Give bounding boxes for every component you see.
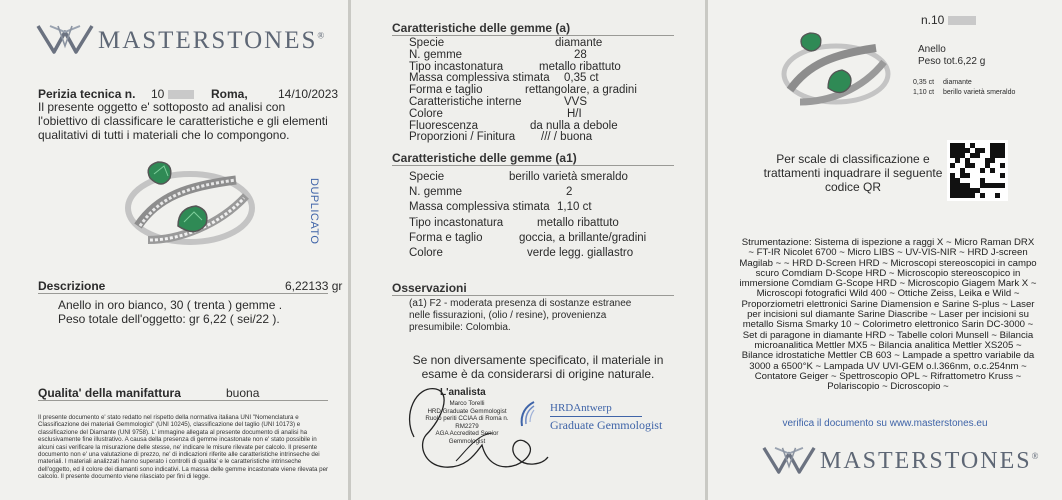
hrd-antwerp: HRDAntwerp: [550, 402, 612, 414]
gem-a1-table: [409, 170, 679, 261]
brand-name-footer: MASTERSTONES®: [820, 448, 1039, 474]
gem-a1-row: Colore verde legg. giallastro: [409, 246, 634, 259]
date: 14/10/2023: [278, 87, 339, 101]
gem-a-table: [409, 38, 679, 144]
descrizione-label: Descrizione: [38, 279, 106, 293]
gem-a1-row: Massa complessiva stimata 1,10 ct: [409, 201, 592, 214]
gem-a-row: Caratteristiche interne VVS: [409, 95, 588, 108]
analista-title: L'analista: [440, 387, 486, 398]
item-title: Anello: [918, 44, 946, 55]
verify-link[interactable]: verifica il documento su www.masterstones.eu: [782, 418, 988, 429]
origin-statement: Se non diversamente specificato, il materiale in esame è da considerarsi di origine naturale.: [412, 353, 664, 381]
gem-a-row: Tipo incastonatura metallo ribattuto: [409, 60, 621, 73]
gem-a1-row: Tipo incastonatura metallo ribattuto: [409, 216, 619, 229]
divider: [392, 295, 674, 296]
divider: [38, 400, 328, 401]
qualita-value: buona: [226, 386, 260, 400]
qr-code[interactable]: [947, 140, 1008, 201]
descrizione-weight: 6,22133 gr: [285, 279, 343, 293]
gem-a1-title: Caratteristiche delle gemme (a1): [392, 151, 577, 165]
qr-pattern: [950, 143, 1005, 198]
descrizione-line-1: Anello in oro bianco, 30 ( trenta ) gemme .: [58, 298, 283, 312]
gem-a-row: Proporzioni / Finitura /// / buona: [409, 131, 593, 144]
item-weight: Peso tot.6,22 g: [918, 56, 986, 67]
hrd-logo-icon: [516, 400, 552, 434]
qr-instructions: Per scale di classificazione e trattamenti inquadrare il seguente codice QR: [763, 152, 943, 194]
panel-right: [708, 0, 1062, 500]
descrizione-line-2: Peso totale dell'oggetto: gr 6,22 ( sei/22 ).: [58, 312, 280, 326]
ring-thumbnail-image: [776, 28, 894, 114]
intro-text: Il presente oggetto e' sottoposto ad analisi con l'obiettivo di classificare le caratteristiche e gli elementi qualitativi di tutti i materiali che lo compongono.: [38, 100, 328, 142]
gem-summary-line: 1,10 ct berillo varietà smeraldo: [913, 89, 1016, 96]
osservazioni-title: Osservazioni: [392, 281, 467, 295]
gem-a-row: Specie diamante: [409, 37, 603, 49]
redacted-number: [948, 16, 976, 25]
perizia-label: Perizia tecnica n.: [38, 87, 136, 101]
osservazioni-text: (a1) F2 - moderata presenza di sostanze estranee nelle fissurazioni, (olio / resine), provenienza presumibile: Colombia.: [409, 298, 632, 333]
gem-summary-line: 0,35 ct diamante: [913, 79, 972, 86]
city: Roma,: [211, 87, 248, 101]
perizia-number: 10: [151, 87, 194, 101]
gem-a-row: Fluorescenza da nulla a debole: [409, 119, 618, 132]
qualita-label: Qualita' della manifattura: [38, 386, 181, 400]
gem-a1-row: Forma e taglio goccia, a brillante/gradini: [409, 231, 647, 244]
masterstones-logo-icon: [36, 22, 94, 56]
panel-middle: [351, 0, 705, 500]
gem-a-row: Forma e taglio rettangolare, a gradini: [409, 84, 637, 97]
ring-image: [118, 156, 260, 256]
gem-a-row: Massa complessiva stimata 0,35 ct: [409, 72, 599, 85]
footnote: Il presente documento e' stato redatto nel rispetto della normativa italiana UNI "Nomenclatura e Classificazione dei materiali Gemmologici" (UNI 10245), classificazione del taglio (UNI 10173) e classificazione del Diamante (UNI 9758). L' immagine allegata al presente documento di analisi ha esclusivamente fine illustrativo. A causa della presenza di gemme incastonate non e' stato possibile in alcuni casi verificare la misurazione delle stesse, ne' indicare le misure rilevate per calcolo. Il presente documento non e' una valutazione di prezzo, ne' di indicazioni riferite alle caratteristiche intrinseche dei materiali. I materiali analizzati hanno superato i controlli di qualita' e le caratteristiche intrinseche dell'oggetto, ed il colore dei diamanti sono indicativi. La massa delle gemme incastonate viene rilevata per calcolo. Il presente documento viene rilasciato per fini di legge.: [38, 414, 329, 481]
brand-name: MASTERSTONES®: [98, 27, 325, 54]
hrd-graduate: Graduate Gemmologist: [550, 418, 663, 432]
gem-summary: [913, 78, 1015, 98]
gem-a1-row: Specie berillo varietà smeraldo: [409, 171, 628, 183]
gem-a1-row: N. gemme 2: [409, 186, 573, 199]
analista-credentials: Marco Torelli HRD Graduate Gemmologist Ruolo periti CCIAA di Roma n. RM2279 AGA Accredited Senior Gemmologist: [425, 400, 509, 445]
divider: [38, 293, 328, 294]
divider: [550, 416, 642, 417]
gem-a-title: Caratteristiche delle gemme (a): [392, 21, 571, 35]
qr-module: [1000, 193, 1005, 198]
divider: [392, 35, 674, 36]
gem-a-row: Colore H/I: [409, 107, 582, 120]
redacted-number: [168, 90, 194, 99]
divider: [392, 165, 674, 166]
panel-left: [0, 0, 348, 500]
certificate-number: n.10: [921, 13, 976, 27]
masterstones-logo-icon: [762, 444, 816, 476]
strumentazione-text: Strumentazione: Sistema di ispezione a raggi X ~ Micro Raman DRX ~ FT-IR Nicolet 6700 ~ Micro LIBS ~ UV-VIS-NIR ~ HRD J-screen Magilab ~ ~ HRD D-Screen HRD ~ Microscopi stereoscopici in campo scuro Comdiam D-Scope HRD ~ Microscopio stereoscopico in immersione Comdiam G-Scope HRD ~ Microscopio Giagem Mark X ~ Microscopi fotografici Wild 400 ~ Ottiche Zeiss, Leika e Wild ~ Proporziometri elettronici Sarine Diamension e Sarine S-plus ~ Laser per incisioni sul diamante Sarine Diascribe ~ Laser per incisioni su metallo Sisma Smarky 10 ~ Colorimetro elettronico Sarin DC-3000 ~ Set di paragone in diamante HRD ~ Tabelle colori Munsell ~ Bilancia microanalitica Mettler MX5 ~ Bilancia analitica Mettler XS205 ~ Bilance idrostatiche Mettler CB 603 ~ Lampade a spettro variabile da 3000 a 6500°K ~ Lampada UV UVI-GEM o.l.366nm, o.c.254nm ~ Contatore Geiger ~ Spettroscopio OPL ~ Rifrattometro Kruss ~ Polariscopio ~ Dicroscopio ~: [739, 237, 1037, 393]
gem-a-row: N. gemme 28: [409, 48, 587, 61]
duplicato-stamp: DUPLICATO: [308, 178, 320, 245]
